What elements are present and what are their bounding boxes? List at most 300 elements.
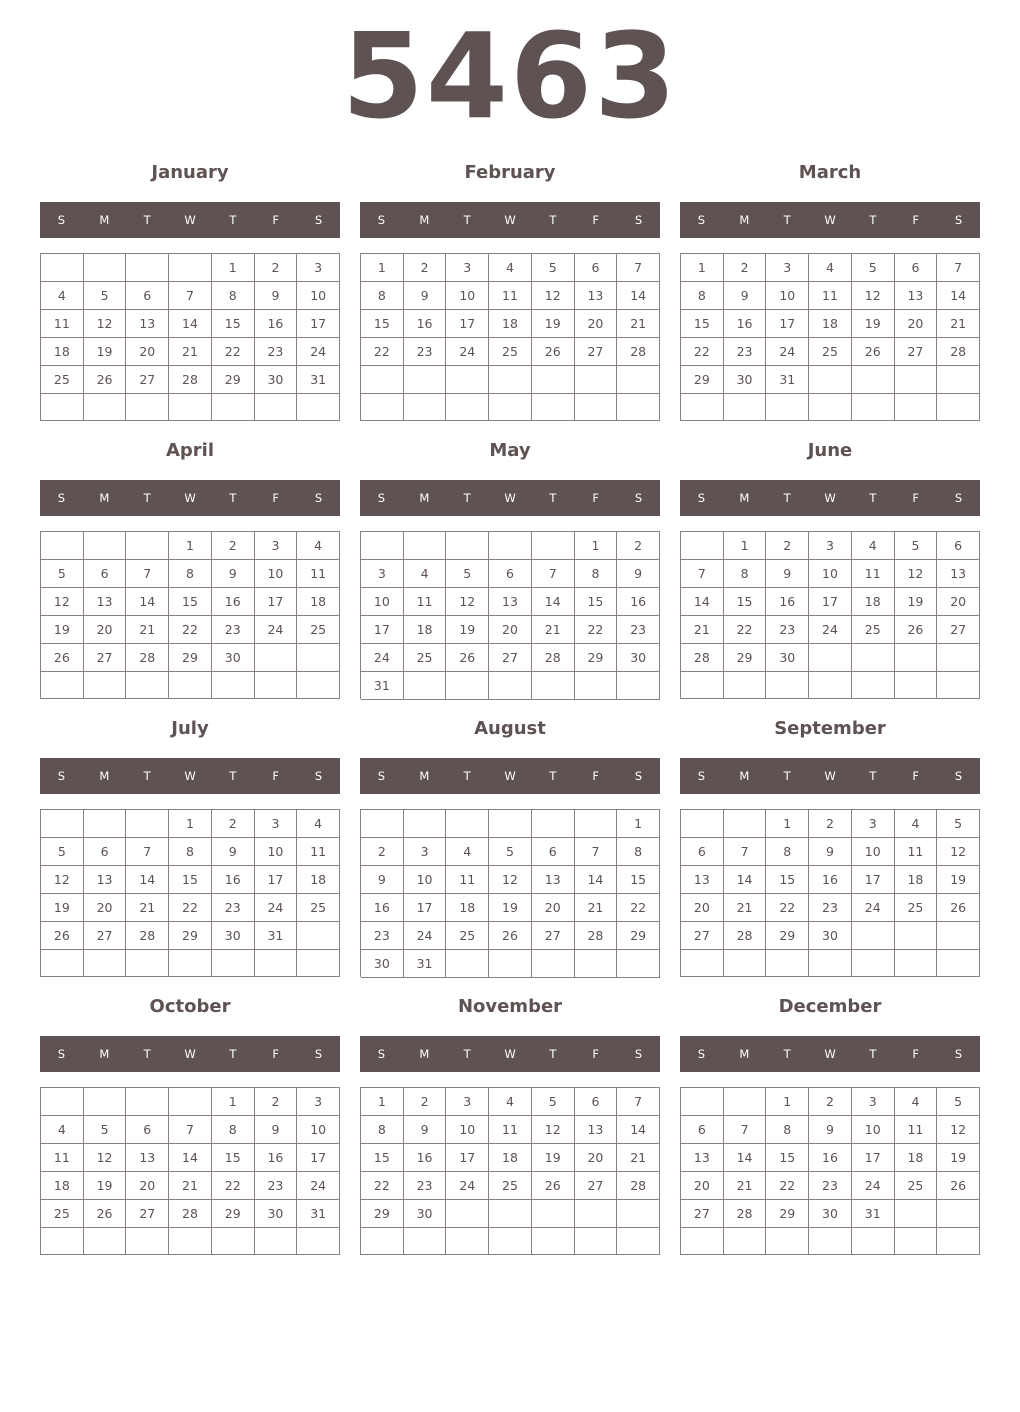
day-cell: 13 <box>84 588 127 616</box>
day-cell <box>169 394 212 421</box>
weekday-label: T <box>229 213 237 227</box>
day-cell: 3 <box>766 254 809 282</box>
day-cell <box>724 1228 767 1255</box>
day-cell: 24 <box>809 616 852 644</box>
day-cell: 9 <box>255 282 298 310</box>
day-cell <box>489 950 532 978</box>
day-cell: 13 <box>126 310 169 338</box>
day-cell: 4 <box>489 1088 532 1116</box>
day-cell: 2 <box>617 532 660 560</box>
day-cell: 25 <box>852 616 895 644</box>
weekday-label: F <box>912 213 920 227</box>
day-cell <box>255 644 298 672</box>
day-cell: 26 <box>937 1172 980 1200</box>
day-cell: 26 <box>41 922 84 950</box>
day-cell: 7 <box>169 282 212 310</box>
day-cell: 4 <box>895 1088 938 1116</box>
weekday-header <box>40 1036 340 1072</box>
day-cell: 1 <box>575 532 618 560</box>
day-cell: 4 <box>41 1116 84 1144</box>
day-cell: 29 <box>361 1200 404 1228</box>
day-cell: 27 <box>84 922 127 950</box>
day-cell: 19 <box>489 894 532 922</box>
day-cell <box>489 394 532 422</box>
day-cell <box>895 922 938 950</box>
weekday-header <box>360 758 660 794</box>
day-cell: 23 <box>809 894 852 922</box>
day-cell: 8 <box>361 282 404 310</box>
day-cell <box>41 394 84 421</box>
day-cell: 23 <box>361 922 404 950</box>
day-cell <box>681 1088 724 1116</box>
day-cell <box>126 394 169 421</box>
day-cell: 30 <box>361 950 404 978</box>
day-cell: 31 <box>297 366 340 394</box>
day-cell: 9 <box>212 838 255 866</box>
day-cell: 25 <box>297 616 340 644</box>
day-cell: 19 <box>532 1144 575 1172</box>
day-cell <box>852 950 895 977</box>
day-cell <box>212 672 255 699</box>
year-title: 5463 <box>341 7 679 145</box>
day-cell: 22 <box>361 338 404 366</box>
day-grid <box>40 531 340 699</box>
day-cell: 13 <box>681 866 724 894</box>
day-cell: 30 <box>212 922 255 950</box>
day-cell <box>84 672 127 699</box>
weekday-label: S <box>697 1047 706 1061</box>
day-cell: 3 <box>809 532 852 560</box>
day-cell: 8 <box>766 1116 809 1144</box>
month-title: July <box>171 718 209 739</box>
day-cell: 16 <box>255 310 298 338</box>
day-cell <box>766 394 809 421</box>
day-cell: 16 <box>212 588 255 616</box>
day-cell: 12 <box>532 282 575 310</box>
day-cell <box>532 1200 575 1228</box>
weekday-label: W <box>824 769 836 783</box>
day-cell: 3 <box>361 560 404 588</box>
day-cell <box>937 644 980 672</box>
weekday-label: S <box>57 491 66 505</box>
weekday-label: T <box>783 213 791 227</box>
day-cell <box>255 950 298 977</box>
day-cell: 11 <box>809 282 852 310</box>
day-cell: 24 <box>766 338 809 366</box>
day-cell <box>617 366 660 394</box>
weekday-label: F <box>912 769 920 783</box>
day-cell <box>446 366 489 394</box>
day-cell <box>169 1088 212 1116</box>
day-cell: 2 <box>212 532 255 560</box>
day-grid <box>40 253 340 421</box>
day-cell: 6 <box>84 560 127 588</box>
day-cell <box>297 950 340 977</box>
day-cell: 14 <box>681 588 724 616</box>
day-cell: 1 <box>169 532 212 560</box>
day-cell: 24 <box>297 1172 340 1200</box>
day-cell: 1 <box>617 810 660 838</box>
day-cell: 22 <box>169 616 212 644</box>
day-cell <box>617 672 660 700</box>
day-cell: 27 <box>681 1200 724 1228</box>
day-cell <box>169 1228 212 1255</box>
day-cell: 15 <box>169 588 212 616</box>
day-cell <box>41 254 84 282</box>
day-cell <box>895 1228 938 1255</box>
day-cell <box>724 1088 767 1116</box>
day-cell: 11 <box>489 282 532 310</box>
day-cell: 3 <box>255 810 298 838</box>
weekday-label: S <box>697 769 706 783</box>
day-cell: 3 <box>297 254 340 282</box>
weekday-label: T <box>783 491 791 505</box>
weekday-label: S <box>314 769 323 783</box>
day-cell: 12 <box>84 1144 127 1172</box>
day-cell: 10 <box>404 866 447 894</box>
day-cell: 24 <box>852 1172 895 1200</box>
day-cell: 3 <box>255 532 298 560</box>
day-cell: 3 <box>404 838 447 866</box>
day-cell: 18 <box>297 588 340 616</box>
day-cell: 24 <box>297 338 340 366</box>
day-cell <box>84 810 127 838</box>
day-cell: 19 <box>937 866 980 894</box>
day-cell: 28 <box>126 922 169 950</box>
day-cell: 13 <box>575 1116 618 1144</box>
day-cell <box>361 532 404 560</box>
day-cell: 7 <box>617 1088 660 1116</box>
day-cell: 2 <box>809 1088 852 1116</box>
day-cell: 8 <box>681 282 724 310</box>
weekday-label: S <box>377 769 386 783</box>
day-cell <box>212 950 255 977</box>
day-cell: 20 <box>126 338 169 366</box>
day-cell: 19 <box>41 894 84 922</box>
day-cell: 30 <box>766 644 809 672</box>
day-cell: 21 <box>681 616 724 644</box>
day-cell: 22 <box>575 616 618 644</box>
day-cell: 30 <box>809 1200 852 1228</box>
month-title: October <box>149 996 231 1017</box>
day-cell: 4 <box>404 560 447 588</box>
day-cell: 28 <box>575 922 618 950</box>
day-cell <box>361 366 404 394</box>
day-cell: 23 <box>255 338 298 366</box>
day-cell <box>724 810 767 838</box>
weekday-label: M <box>739 213 750 227</box>
day-cell: 5 <box>489 838 532 866</box>
day-cell: 18 <box>852 588 895 616</box>
day-cell: 24 <box>446 1172 489 1200</box>
day-cell <box>212 394 255 421</box>
day-cell: 1 <box>766 810 809 838</box>
day-cell: 20 <box>126 1172 169 1200</box>
day-cell: 27 <box>126 366 169 394</box>
day-cell: 9 <box>255 1116 298 1144</box>
day-cell <box>724 950 767 977</box>
day-cell: 18 <box>489 1144 532 1172</box>
day-cell <box>446 1200 489 1228</box>
day-cell: 6 <box>895 254 938 282</box>
day-cell: 15 <box>766 866 809 894</box>
day-cell: 22 <box>212 338 255 366</box>
day-cell: 6 <box>126 1116 169 1144</box>
day-cell: 29 <box>766 922 809 950</box>
weekday-label: W <box>184 213 196 227</box>
day-cell <box>575 810 618 838</box>
day-cell: 17 <box>446 1144 489 1172</box>
day-cell: 8 <box>575 560 618 588</box>
weekday-label: M <box>419 213 430 227</box>
day-cell: 8 <box>169 838 212 866</box>
weekday-label: M <box>739 1047 750 1061</box>
weekday-label: W <box>824 491 836 505</box>
weekday-label: T <box>229 1047 237 1061</box>
day-cell: 21 <box>937 310 980 338</box>
day-cell: 12 <box>489 866 532 894</box>
day-cell <box>446 672 489 700</box>
day-cell: 25 <box>489 1172 532 1200</box>
day-cell: 25 <box>404 644 447 672</box>
day-cell <box>766 950 809 977</box>
day-cell <box>895 950 938 977</box>
day-cell <box>489 366 532 394</box>
weekday-label: M <box>419 769 430 783</box>
day-cell: 17 <box>297 1144 340 1172</box>
day-cell: 17 <box>361 616 404 644</box>
day-cell: 3 <box>446 1088 489 1116</box>
weekday-label: F <box>592 769 600 783</box>
day-cell: 16 <box>361 894 404 922</box>
day-cell <box>255 672 298 699</box>
day-cell: 20 <box>681 894 724 922</box>
weekday-label: S <box>57 769 66 783</box>
day-cell: 15 <box>575 588 618 616</box>
day-cell <box>852 922 895 950</box>
weekday-label: S <box>377 1047 386 1061</box>
day-cell: 10 <box>446 282 489 310</box>
day-cell <box>404 672 447 700</box>
day-cell: 21 <box>126 894 169 922</box>
day-cell: 3 <box>852 810 895 838</box>
day-cell: 2 <box>255 1088 298 1116</box>
day-cell: 13 <box>126 1144 169 1172</box>
day-cell: 16 <box>809 1144 852 1172</box>
day-cell: 7 <box>532 560 575 588</box>
day-cell: 28 <box>617 1172 660 1200</box>
day-cell: 23 <box>212 894 255 922</box>
day-cell <box>297 1228 340 1255</box>
day-cell: 23 <box>809 1172 852 1200</box>
day-cell <box>575 672 618 700</box>
day-cell: 4 <box>41 282 84 310</box>
month-title: November <box>457 996 563 1017</box>
day-cell: 15 <box>212 1144 255 1172</box>
day-cell <box>532 672 575 700</box>
day-cell: 20 <box>895 310 938 338</box>
day-cell: 8 <box>169 560 212 588</box>
weekday-label: S <box>634 1047 643 1061</box>
day-cell: 17 <box>255 588 298 616</box>
day-cell: 8 <box>212 1116 255 1144</box>
day-cell <box>84 532 127 560</box>
day-cell: 18 <box>895 1144 938 1172</box>
day-cell: 17 <box>852 1144 895 1172</box>
day-cell: 16 <box>809 866 852 894</box>
day-cell: 24 <box>852 894 895 922</box>
weekday-label: T <box>143 491 151 505</box>
day-cell <box>895 1200 938 1228</box>
day-cell <box>617 1200 660 1228</box>
weekday-label: T <box>229 769 237 783</box>
weekday-header <box>680 480 980 516</box>
day-cell: 5 <box>446 560 489 588</box>
day-cell: 18 <box>297 866 340 894</box>
day-cell <box>84 1088 127 1116</box>
day-cell: 14 <box>617 282 660 310</box>
day-cell: 5 <box>937 1088 980 1116</box>
day-cell: 25 <box>895 1172 938 1200</box>
day-cell: 19 <box>41 616 84 644</box>
day-cell: 2 <box>724 254 767 282</box>
weekday-header <box>680 758 980 794</box>
day-cell: 30 <box>724 366 767 394</box>
day-cell <box>681 394 724 421</box>
day-cell: 28 <box>617 338 660 366</box>
day-cell <box>446 950 489 978</box>
day-cell: 8 <box>617 838 660 866</box>
day-cell <box>446 532 489 560</box>
day-cell: 15 <box>212 310 255 338</box>
day-cell: 29 <box>681 366 724 394</box>
day-cell <box>297 672 340 699</box>
day-cell: 24 <box>255 616 298 644</box>
weekday-label: M <box>99 213 110 227</box>
day-cell: 17 <box>404 894 447 922</box>
weekday-label: S <box>954 769 963 783</box>
day-cell: 6 <box>937 532 980 560</box>
day-cell: 2 <box>404 1088 447 1116</box>
day-cell <box>937 366 980 394</box>
day-cell: 23 <box>617 616 660 644</box>
day-cell: 2 <box>255 254 298 282</box>
day-cell: 3 <box>852 1088 895 1116</box>
day-cell: 17 <box>297 310 340 338</box>
day-cell: 27 <box>937 616 980 644</box>
day-cell: 10 <box>809 560 852 588</box>
day-cell: 6 <box>489 560 532 588</box>
day-cell: 29 <box>766 1200 809 1228</box>
day-cell: 14 <box>937 282 980 310</box>
month-title: May <box>489 440 531 461</box>
day-cell: 1 <box>724 532 767 560</box>
day-cell <box>766 672 809 699</box>
day-cell: 6 <box>681 838 724 866</box>
day-cell: 15 <box>361 1144 404 1172</box>
day-cell: 27 <box>126 1200 169 1228</box>
weekday-label: T <box>463 491 471 505</box>
month-title: December <box>778 996 882 1017</box>
weekday-label: W <box>184 1047 196 1061</box>
day-cell: 27 <box>681 922 724 950</box>
weekday-label: W <box>184 491 196 505</box>
day-cell: 8 <box>361 1116 404 1144</box>
weekday-label: F <box>272 1047 280 1061</box>
day-cell: 4 <box>489 254 532 282</box>
day-grid <box>680 253 980 421</box>
day-cell: 9 <box>724 282 767 310</box>
day-cell: 11 <box>297 560 340 588</box>
day-cell: 11 <box>41 1144 84 1172</box>
day-cell: 22 <box>724 616 767 644</box>
day-cell: 12 <box>852 282 895 310</box>
day-cell: 18 <box>809 310 852 338</box>
day-cell: 7 <box>681 560 724 588</box>
day-cell: 6 <box>532 838 575 866</box>
weekday-label: S <box>314 1047 323 1061</box>
day-cell: 6 <box>681 1116 724 1144</box>
day-cell: 28 <box>937 338 980 366</box>
day-cell: 8 <box>724 560 767 588</box>
day-cell: 10 <box>361 588 404 616</box>
weekday-header <box>40 202 340 238</box>
day-cell: 6 <box>575 254 618 282</box>
weekday-header <box>360 202 660 238</box>
weekday-label: W <box>504 491 516 505</box>
day-cell: 8 <box>766 838 809 866</box>
day-cell: 31 <box>255 922 298 950</box>
day-cell: 15 <box>724 588 767 616</box>
day-cell: 23 <box>404 338 447 366</box>
day-cell: 4 <box>852 532 895 560</box>
day-cell: 22 <box>212 1172 255 1200</box>
weekday-label: S <box>634 491 643 505</box>
day-cell: 19 <box>84 338 127 366</box>
day-cell <box>852 1228 895 1255</box>
day-cell: 21 <box>169 338 212 366</box>
day-cell: 11 <box>852 560 895 588</box>
day-cell <box>681 672 724 699</box>
day-cell: 27 <box>575 338 618 366</box>
day-cell: 18 <box>489 310 532 338</box>
day-cell: 20 <box>575 310 618 338</box>
day-cell: 20 <box>489 616 532 644</box>
day-cell: 16 <box>766 588 809 616</box>
day-cell: 26 <box>489 922 532 950</box>
day-grid <box>680 809 980 977</box>
day-cell: 5 <box>84 282 127 310</box>
day-cell: 17 <box>255 866 298 894</box>
day-cell: 21 <box>724 894 767 922</box>
day-cell <box>809 1228 852 1255</box>
day-cell <box>361 810 404 838</box>
day-cell <box>489 672 532 700</box>
day-cell <box>937 1200 980 1228</box>
weekday-label: S <box>377 491 386 505</box>
day-cell: 20 <box>937 588 980 616</box>
day-cell: 30 <box>617 644 660 672</box>
day-cell: 1 <box>361 1088 404 1116</box>
weekday-label: M <box>739 491 750 505</box>
day-cell: 5 <box>84 1116 127 1144</box>
day-cell <box>532 1228 575 1255</box>
day-cell: 22 <box>169 894 212 922</box>
weekday-label: S <box>634 213 643 227</box>
day-cell: 26 <box>446 644 489 672</box>
day-cell <box>212 1228 255 1255</box>
day-cell <box>404 394 447 422</box>
